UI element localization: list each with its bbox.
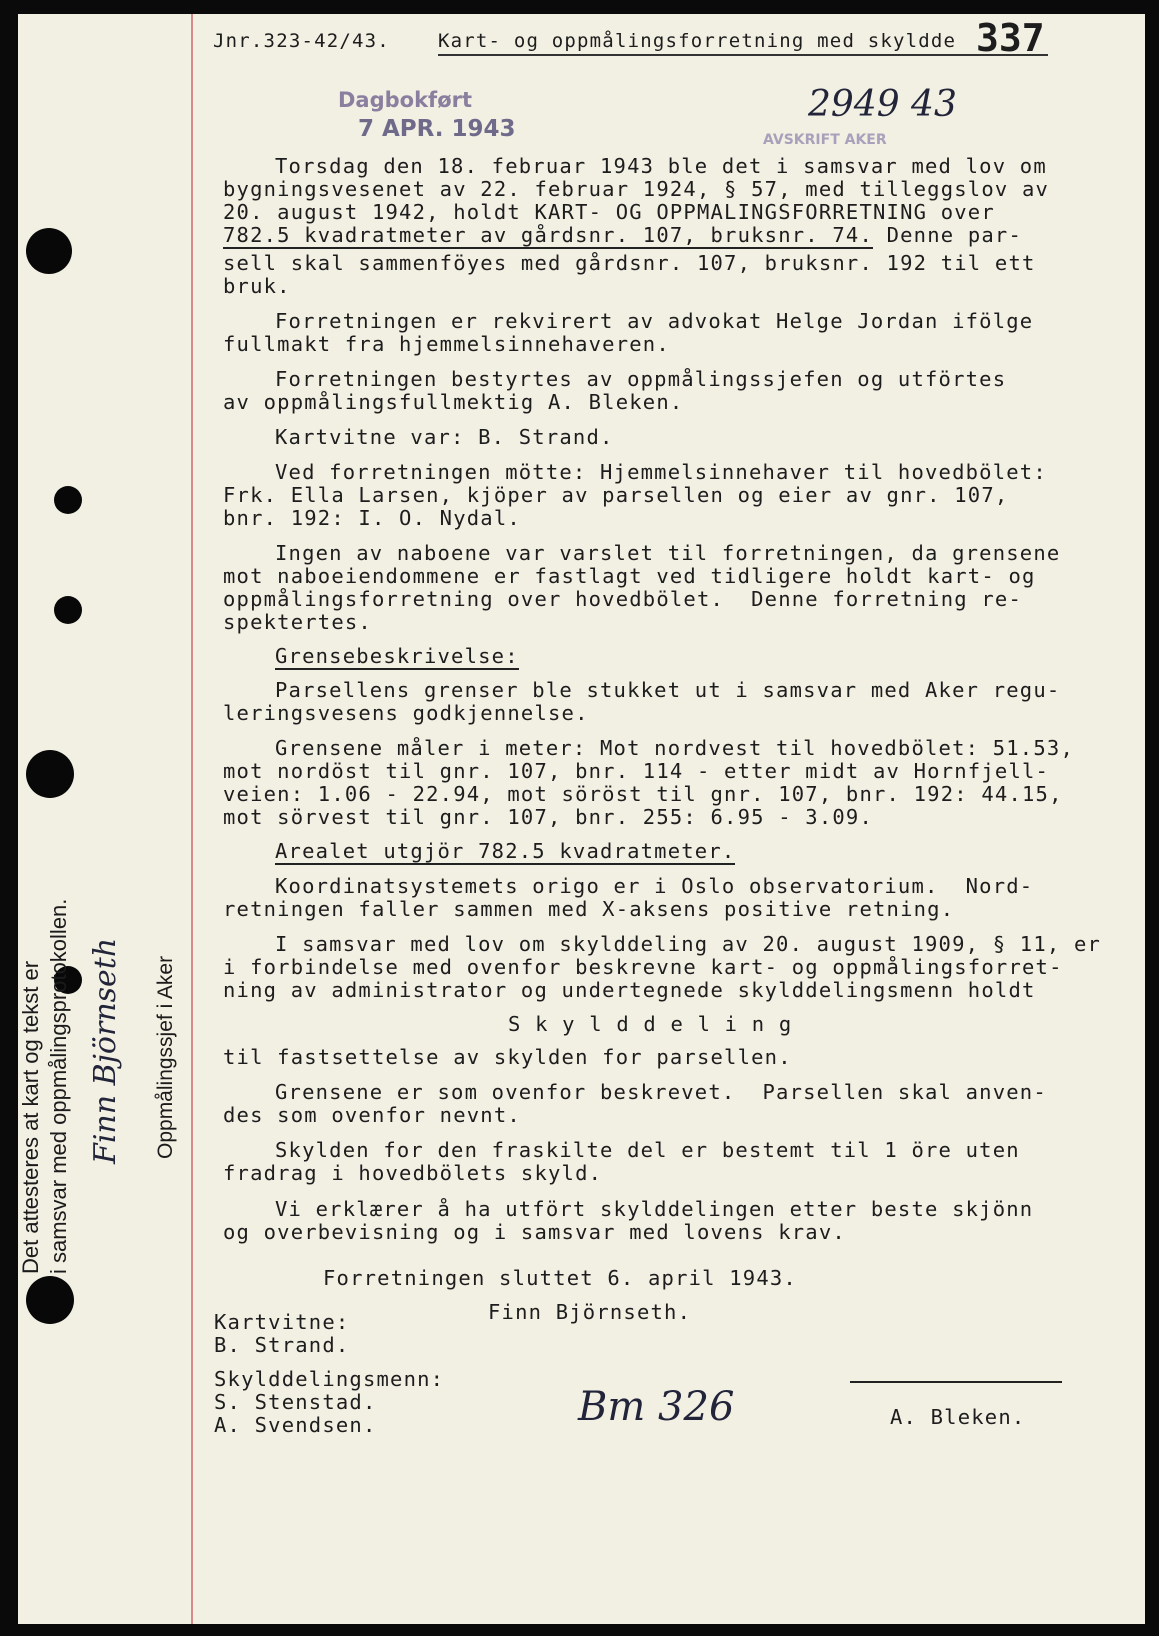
- closing-line: Forretningen sluttet 6. april 1943.: [323, 1266, 797, 1290]
- area-statement: Arealet utgjör 782.5 kvadratmeter.: [275, 839, 736, 863]
- attestation-line-2: i samsvar med oppmålingsprotokollen.: [46, 898, 71, 1274]
- body-line: spektertes.: [223, 610, 372, 634]
- body-line: ning av administrator og undertegnede skylddelingsmenn holdt: [223, 978, 1036, 1002]
- body-line: Vi erklærer å ha utfört skylddelingen etter beste skjönn: [275, 1197, 1034, 1221]
- body-line: mot sörvest til gnr. 107, bnr. 255: 6.95 - 3.09.: [223, 805, 874, 829]
- date-stamp: 7 APR. 1943: [358, 116, 516, 142]
- body-line: retningen faller sammen med X-aksens positive retning.: [223, 897, 955, 921]
- body-line: bygningsvesenet av 22. februar 1924, § 57, med tilleggslov av: [223, 177, 1050, 201]
- body-line: til fastsettelse av skylden for parsellen.: [223, 1045, 792, 1069]
- body-line: Forretningen bestyrtes av oppmålingssjefen og utförtes: [275, 367, 1007, 391]
- body-line: Kartvitne var: B. Strand.: [275, 425, 614, 449]
- body-line: 782.5 kvadratmeter av gårdsnr. 107, bruksnr. 74. Denne par-: [223, 223, 1022, 247]
- body-line: Grensene måler i meter: Mot nordvest til hovedbölet: 51.53,: [275, 736, 1074, 760]
- body-line: veien: 1.06 - 22.94, mot söröst til gnr. 107, bnr. 192: 44.15,: [223, 782, 1063, 806]
- body-line: Torsdag den 18. februar 1943 ble det i samsvar med lov om: [275, 154, 1047, 178]
- oppmalingssjef-role: Oppmålingssjef i Aker: [154, 955, 177, 1159]
- margin-signature: Finn Björnseth: [88, 937, 123, 1164]
- body-line: i forbindelse med ovenfor beskrevne kart- og oppmålingsforret-: [223, 955, 1063, 979]
- body-line: sell skal sammenföyes med gårdsnr. 107, bruksnr. 192 til ett: [223, 251, 1036, 275]
- handwritten-reference: Bm 326: [578, 1384, 735, 1430]
- page-number: 337: [976, 16, 1045, 60]
- skylddeling-heading: S k y l d d e l i n g: [508, 1012, 793, 1036]
- body-line: 20. august 1942, holdt KART- OG OPPMALINGSFORRETNING over: [223, 200, 995, 224]
- bleken-name: A. Bleken.: [890, 1405, 1026, 1429]
- heading-underline: [438, 54, 1048, 56]
- body-line: I samsvar med lov om skylddeling av 20. august 1909, § 11, er: [275, 932, 1102, 956]
- body-line: Parsellens grenser ble stukket ut i samsvar med Aker regu-: [275, 678, 1061, 702]
- handwritten-number: 2949 43: [808, 84, 957, 125]
- body-line: des som ovenfor nevnt.: [223, 1103, 521, 1127]
- body-line: Ingen av naboene var varslet til forretningen, da grensene: [275, 541, 1061, 565]
- body-line: Grensene er som ovenfor beskrevet. Parsellen skal anven-: [275, 1080, 1047, 1104]
- margin-rule: [191, 14, 193, 1624]
- body-line: Ved forretningen mötte: Hjemmelsinnehaver til hovedbölet:: [275, 460, 1047, 484]
- body-line: og overbevisning og i samsvar med lovens krav.: [223, 1220, 846, 1244]
- punch-hole: [54, 486, 82, 514]
- attestation-line-1: Det attesteres at kart og tekst er: [18, 960, 43, 1274]
- body-line: mot nordöst til gnr. 107, bnr. 114 - etter midt av Hornfjell-: [223, 759, 1050, 783]
- punch-hole: [26, 1276, 74, 1324]
- skylddelingsmann-1: S. Stenstad.: [214, 1390, 377, 1414]
- skylddelingsmenn-label: Skylddelingsmenn:: [214, 1367, 445, 1391]
- body-line: Forretningen er rekvirert av advokat Helge Jordan ifölge: [275, 309, 1034, 333]
- property-reference: 782.5 kvadratmeter av gårdsnr. 107, bruksnr. 74.: [223, 223, 874, 247]
- body-line: mot naboeiendommene er fastlagt ved tidligere holdt kart- og: [223, 564, 1036, 588]
- punch-hole: [26, 750, 74, 798]
- body-line: Koordinatsystemets origo er i Oslo observatorium. Nord-: [275, 874, 1034, 898]
- body-line: bruk.: [223, 274, 291, 298]
- body-line: bnr. 192: I. O. Nydal.: [223, 506, 521, 530]
- body-line: Frk. Ella Larsen, kjöper av parsellen og eier av gnr. 107,: [223, 483, 1009, 507]
- body-line: oppmålingsforretning over hovedbölet. Denne forretning re-: [223, 587, 1022, 611]
- signer-name: Finn Björnseth.: [488, 1300, 692, 1324]
- body-line: leringsvesens godkjennelse.: [223, 701, 589, 725]
- dagbokfort-stamp: Dagbokført: [338, 88, 473, 112]
- journal-number: Jnr.323-42/43.: [213, 30, 390, 52]
- body-line: Skylden for den fraskilte del er bestemt til 1 öre uten: [275, 1138, 1020, 1162]
- section-heading: Grensebeskrivelse:: [275, 644, 519, 668]
- kartvitne-label: Kartvitne:: [214, 1310, 350, 1334]
- body-line: fullmakt fra hjemmelsinnehaveren.: [223, 332, 670, 356]
- body-line: fradrag i hovedbölets skyld.: [223, 1161, 603, 1185]
- skylddelingsmann-2: A. Svendsen.: [214, 1413, 377, 1437]
- document-heading: Kart- og oppmålingsforretning med skyldde: [438, 30, 957, 52]
- punch-hole: [26, 228, 72, 274]
- avskrift-stamp: AVSKRIFT AKER: [763, 132, 887, 148]
- document-page: [18, 14, 1145, 1624]
- body-line: av oppmålingsfullmektig A. Bleken.: [223, 390, 684, 414]
- kartvitne-name: B. Strand.: [214, 1333, 350, 1357]
- punch-hole: [54, 596, 82, 624]
- signature-line: [850, 1381, 1062, 1383]
